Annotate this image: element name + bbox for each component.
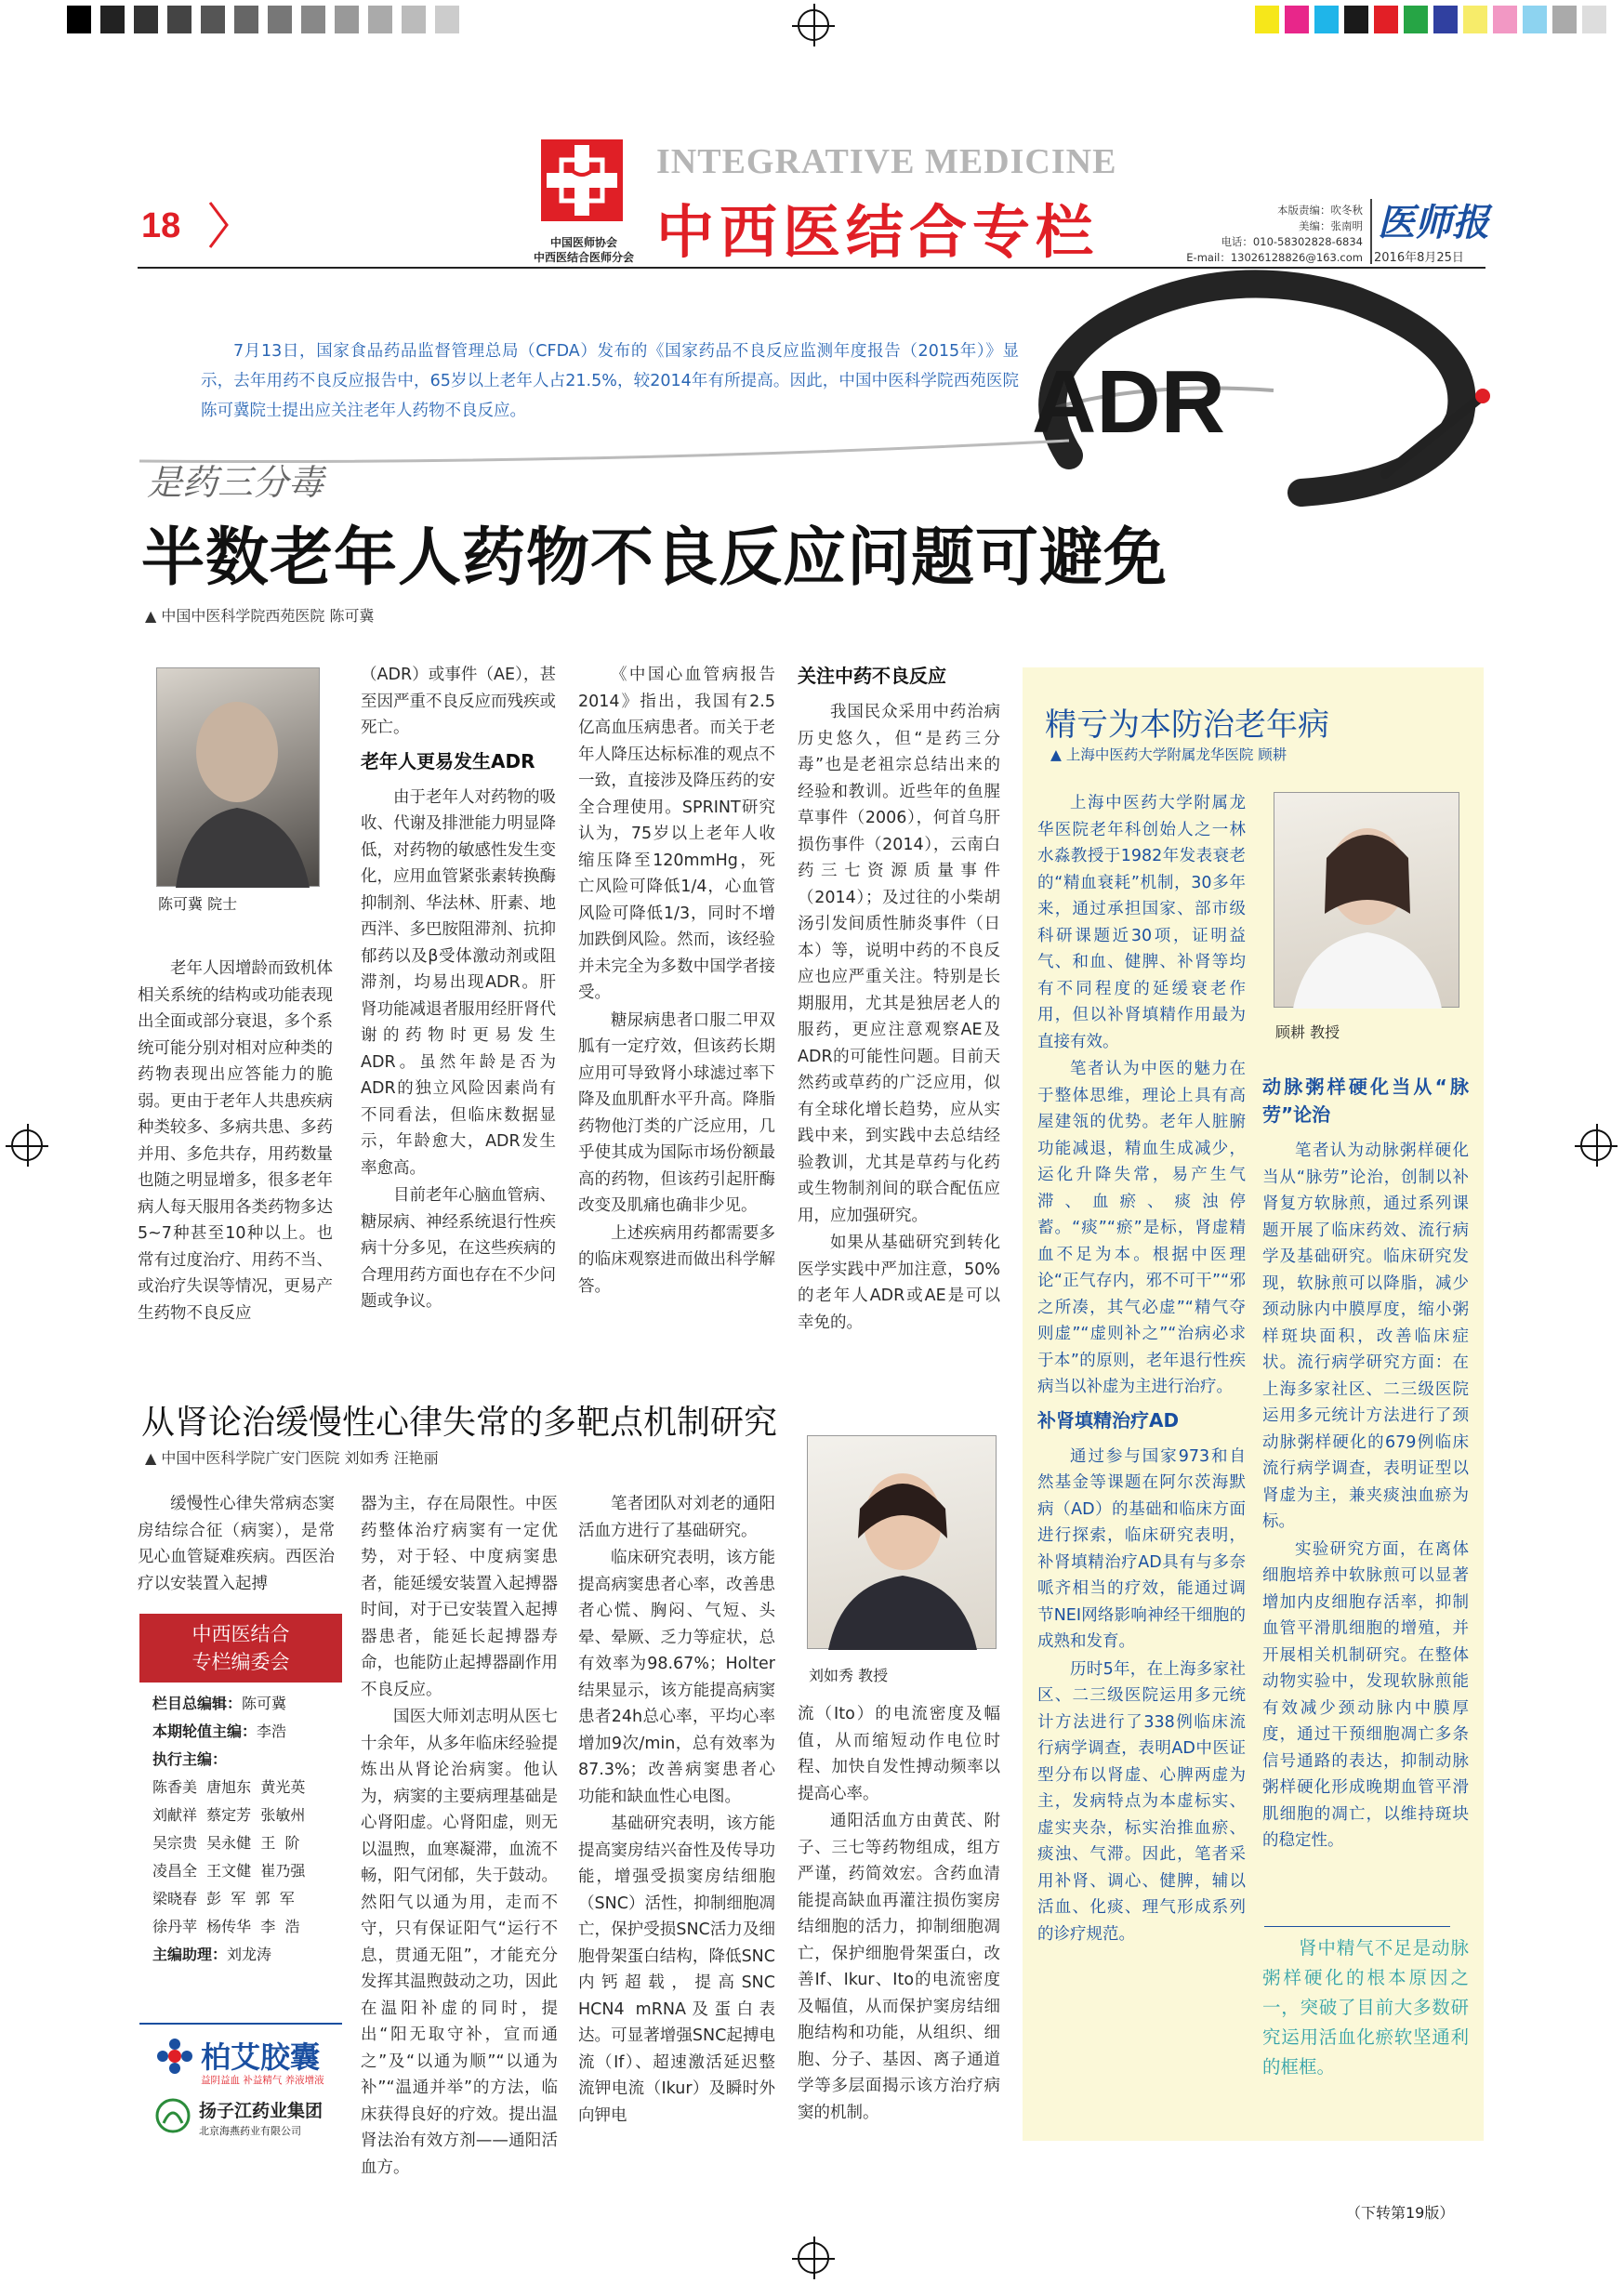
intro-text: 7月13日，国家食品药品监督管理总局（CFDA）发布的《国家药品不良反应监测年度报告（2015年）》显示，去年用药不良反应报告中，65岁以上老年人占21.5%，较2014年有所提高。因此，中国中医科学院西苑医院陈可冀院士提出应关注老年人药物不良反应。 xyxy=(201,342,1019,420)
second-col-4 xyxy=(798,1701,1000,2142)
committee-title-1: 中西医结合 xyxy=(191,1623,290,1645)
masthead-divider xyxy=(1370,199,1372,264)
second-col3-p3: 基础研究表明，该方能提高窦房结兴奋性及传导功能，增强受损窦房结细胞（SNC）活性，抑制细胞凋亡，保护受损SNC活力及细胞骨架蛋白结构，降低SNC内钙超载，提高SNC HCN4 mRNA及蛋白表达。可显著增强SNC起搏电流（If）、超速激活延迟整流钾电流（Ikur）及瞬时外向钾电 xyxy=(578,1815,775,2125)
sidebar-p2: 笔者认为中医的魅力在于整体思维，理论上具有高屋建瓴的优势。老年人脏腑功能减退，精血生成减少，运化升降失常，易产生气滞、血瘀、痰浊停蓄。“痰”“瘀”是标，肾虚精血不足为本。根据中医理论“正气存内，邪不可干”“邪之所凑，其气必虚”“精气夺则虚”“虚则补之”“治病必求于本”的原则，老年退行性疾病当以补虚为主进行治疗。 xyxy=(1037,1060,1246,1396)
second-byline: ▲ 中国中医科学院广安门医院 刘如秀 汪艳丽 xyxy=(145,1449,439,1467)
second-col3-p1: 笔者团队对刘老的通阳活血方进行了基础研究。 xyxy=(578,1495,775,1540)
main-col4-p1: 我国民众采用中药治病历史悠久，但“是药三分毒”也是老祖宗总结出来的经验和教训。近些年的鱼腥草事件（2006），何首乌肝损伤事件（2014），云南白药三七资源质量事件（2014）；及过往的小柴胡汤引发间质性肺炎事件（日本）等，说明中药的不良反应也应严重关注。特别是长期服用，尤其是独居老人的服药，更应注意观察AE及ADR的可能性问题。目前天然药或草药的广泛应用，似有全球化增长趋势，应从实践中来，到实践中去总结经验教训，尤其是草药与化药或生物制剂间的联合配伍应用，应加强研究。 xyxy=(798,703,1000,1225)
registration-mark-top xyxy=(798,9,829,41)
photo-caption-liu: 刘如秀 教授 xyxy=(809,1667,889,1684)
exec-editor-row: 吴宗贵 吴永健 王 阶 xyxy=(152,1834,300,1852)
main-col2-lead: （ADR）或事件（AE），甚至因严重不良反应而残疾或死亡。 xyxy=(361,666,556,737)
committee-bottom-rule xyxy=(139,2023,342,2025)
exec-editor-row: 梁晓春 彭 军 郭 军 xyxy=(152,1890,295,1907)
brand-name: 柏艾胶囊 xyxy=(201,2039,321,2075)
article-kicker: 是药三分毒 xyxy=(147,462,324,503)
exec-editor-row: 凌昌全 王文健 崔乃强 xyxy=(152,1862,306,1880)
company-ad xyxy=(149,2093,348,2145)
color-bar xyxy=(1255,0,1617,37)
committee-header xyxy=(139,1614,342,1683)
sidebar-p4: 历时5年，在上海多家社区、二三级医院运用多元统计方法进行了338例临床流行病学调查，表明AD中医证型分布以肾虚、心脾两虚为主，发病特点为本虚标实、虚实夹杂，标实治推血瘀、痰浊、气滞。因此，笔者采用补肾、调心、健脾，辅以活血、化痰、理气形成系列的诊疗规范。 xyxy=(1037,1659,1246,1944)
second-col3-p2: 临床研究表明，该方能提高病窦患者心率，改善患者心慌、胸闷、气短、头晕、晕厥、乏力等症状，总有效率为98.67%；Holter结果显示，该方能提高病窦患者24h总心率，平均心率增加9次/min，总有效率为87.3%；改善病窦患者心功能和缺血性心电图。 xyxy=(578,1549,775,1806)
exec-editor-row: 徐丹苹 杨传华 李 浩 xyxy=(152,1918,300,1935)
subhead-tcm-adr: 关注中药不良反应 xyxy=(798,665,946,687)
chief-editor: 栏目总编辑：陈可冀 xyxy=(152,1695,287,1712)
page-number-chevron xyxy=(206,199,231,251)
author-photo-liu xyxy=(807,1435,997,1649)
english-column-title: INTEGRATIVE MEDICINE xyxy=(656,142,1117,181)
subhead-elderly-adr: 老年人更易发生ADR xyxy=(361,749,535,772)
brand-tagline: 益阴益血 补益精气 养液增液 xyxy=(201,2075,324,2086)
exec-editor-row: 陈香美 唐旭东 黄光英 xyxy=(152,1778,306,1796)
second-col-3 xyxy=(578,1491,775,2142)
sidebar-title: 精亏为本防治老年病 xyxy=(1045,706,1329,744)
second-col1-text: 缓慢性心律失常病态窦房结综合征（病窦），是常见心血管疑难疾病。西医治疗以安装置入起搏 xyxy=(138,1495,335,1593)
rotating-editor: 本期轮值主编：李浩 xyxy=(152,1722,287,1740)
sidebar-col-2 xyxy=(1262,1073,1469,1930)
second-col-1-top xyxy=(138,1491,335,1601)
main-col2-p2: 目前老年心脑血管病、糖尿病、神经系统退行性疾病十分多见，在这些疾病的合理用药方面也存在不少问题或争议。 xyxy=(361,1186,556,1311)
sidebar-pullquote: 肾中精气不足是动脉粥样硬化的根本原因之一，突破了目前大多数研究运用活血化瘀软坚通利的框框。 xyxy=(1262,1937,1469,2078)
second-col2-p2: 国医大师刘志明从医七十余年，从多年临床经验提炼出从肾论治病窦。他认为，病窦的主要病理基础是心肾阳虚。心肾阳虚，则无以温煦，血寒凝滞，血流不畅，阳气闭郁，失于鼓动。然阳气以通为用，走而不守，只有保证阳气“运行不息，贯通无阻”，才能充分发挥其温煦鼓动之功，因此在温阳补虚的同时，提出“阳无取守补，宣而通之”及“以通为顺”“以通为补”“温通并举”的方法，临床获得良好的疗效。提出温肾法治有效方剂——通阳活血方。 xyxy=(361,1708,558,2177)
registration-mark-left xyxy=(11,1129,43,1161)
committee-body xyxy=(152,1690,342,1969)
committee-title-2: 专栏编委会 xyxy=(191,1651,290,1673)
author-photo-chen xyxy=(156,667,320,887)
main-col3-p3: 上述疾病用药都需要多的临床观察进而做出科学解答。 xyxy=(578,1223,775,1296)
page-number: 18 xyxy=(141,206,181,245)
assistant-editor: 主编助理：刘龙涛 xyxy=(152,1946,272,1963)
main-headline: 半数老年人药物不良反应问题可避免 xyxy=(141,521,1168,595)
sidebar-p3: 通过参与国家973和自然基金等课题在阿尔茨海默病（AD）的基础和临床方面进行探索，临床研究表明，补肾填精治疗AD具有与多奈哌齐相当的疗效，能通过调节NEI网络影响神经干细胞的成熟和发育。 xyxy=(1037,1446,1246,1651)
company-sub: 北京海燕药业有限公司 xyxy=(199,2125,301,2137)
main-col4-p2: 如果从基础研究到转化医学实践中严加注意，50%的老年人ADR或AE是可以幸免的。 xyxy=(798,1234,1000,1332)
company-logo-icon xyxy=(154,2097,191,2138)
brand-flower-icon xyxy=(156,2038,193,2075)
sidebar-p1: 上海中医药大学附属龙华医院老年科创始人之一林水淼教授于1982年发表衰老的“精血衰耗”机制，30多年来，通过承担国家、部市级科研课题近30项，证明益气、和血、健脾、补肾等均有不同程度的延缓衰老作用，但以补肾填精作用最为直接有效。 xyxy=(1037,794,1246,1051)
main-col-2 xyxy=(361,662,556,1396)
main-col-1 xyxy=(138,956,333,1351)
column-title: 中西医结合专栏 xyxy=(656,198,1100,266)
adr-emblem: ADR xyxy=(1032,352,1225,452)
main-col1-text: 老年人因增龄而致机体相关系统的结构或功能表现出全面或部分衰退，多个系统可能分别对相对应种类的药物表现出应答能力的脆弱。更由于老年人共患疾病种类较多、多病共患、多药并用、多危共存，用药数量也随之明显增多，很多老年病人每天服用各类药物多达5~7种甚至10种以上。也常有过度治疗、用药不当、或治疗失误等情况，更易产生药物不良反应 xyxy=(138,959,333,1323)
association-logo-icon xyxy=(539,138,625,227)
subhead-atherosclerosis: 动脉粥样硬化当从“脉劳”论治 xyxy=(1262,1076,1469,1126)
photo-caption-gu: 顾耕 教授 xyxy=(1275,1023,1340,1041)
photo-caption-chen: 陈可冀 院士 xyxy=(158,895,238,913)
continued-note: （下转第19版） xyxy=(1346,2204,1455,2222)
main-col-3 xyxy=(578,662,775,1396)
author-photo-gu xyxy=(1274,792,1459,1008)
header-rule xyxy=(138,267,1485,269)
registration-mark-right xyxy=(1580,1129,1612,1161)
pullquote-rule xyxy=(1264,1926,1450,1927)
exec-editor-row: 刘献祥 蔡定芳 张敏州 xyxy=(152,1806,306,1824)
exec-editors-label: 执行主编： xyxy=(152,1750,228,1768)
sidebar-p5: 笔者认为动脉粥样硬化当从“脉劳”论治，创制以补肾复方软脉煎，通过系列课题开展了临床药效、流行病学及基础研究。临床研究发现，软脉煎可以降脂，减少颈动脉内中膜厚度，缩小粥样斑块面积，改善临床症状。流行病学研究方面：在上海多家社区、二三级医院运用多元统计方法进行了颈动脉粥样硬化的679例临床流行病学调查，表明证型以肾虚为主，兼夹痰浊血瘀为标。 xyxy=(1262,1142,1469,1531)
second-col-2 xyxy=(361,1491,558,2177)
second-col4-p1: 流（Ito）的电流密度及幅值，从而缩短动作电位时程、加快自发性搏动频率以提高心率。 xyxy=(798,1705,1000,1803)
second-col4-p2: 通阳活血方由黄芪、附子、三七等药物组成，组方严谨，药简效宏。含药血清能提高缺血再灌注损伤窦房结细胞的活力，抑制细胞凋亡，保护细胞骨架蛋白，改善If、Ikur、Ito的电流密度及幅值，从而保护窦房结细胞结构和功能，从组织、细胞、分子、基因、离子通道学等多层面揭示该方治疗病窦的机制。 xyxy=(798,1812,1000,2122)
second-headline: 从肾论治缓慢性心律失常的多靶点机制研究 xyxy=(141,1404,778,1442)
second-col2-p1: 器为主，存在局限性。中医药整体治疗病窦有一定优势，对于轻、中度病窦患者，能延缓安装置入起搏器时间，对于已安装置入起搏器患者，能延长起搏器寿命，也能防止起搏器副作用不良反应。 xyxy=(361,1495,558,1699)
committee-box xyxy=(139,1614,342,2010)
main-col-4 xyxy=(798,662,1000,1396)
brand-ad xyxy=(149,2032,344,2090)
main-col2-p1: 由于老年人对药物的吸收、代谢及排泄能力明显降低，对药物的敏感性发生变化，应用血管紧张素转换酶抑制剂、华法林、肝素、地西泮、多巴胺阻滞剂、抗抑郁药以及β受体激动剂或阻滞剂，均易出现ADR。肝肾功能减退者服用经肝肾代谢的药物时更易发生ADR。虽然年龄是否为ADR的独立风险因素尚有不同看法，但临床数据显示，年龄愈大，ADR发生率愈高。 xyxy=(361,787,556,1178)
staff-info: 本版责编：吹冬秋 美编：张南明 电话：010-58302828-6834 E-mail：13026128826@163.com xyxy=(1186,204,1363,264)
sidebar-col-1 xyxy=(1037,790,1246,2140)
logo-org-line2: 中西医结合医师分会 xyxy=(533,251,634,264)
logo-org-line1: 中国医师协会 xyxy=(549,236,617,249)
main-byline: ▲ 中国中医科学院西苑医院 陈可冀 xyxy=(145,607,375,625)
crop-bar-black xyxy=(67,6,476,33)
company-name: 扬子江药业集团 xyxy=(199,2101,323,2121)
main-col3-p1: 《中国心血管病报告2014》指出，我国有2.5亿高血压病患者。而关于老年人降压达标标准的观点不一致，直接涉及降压药的安全合理使用。SPRINT研究认为，75岁以上老年人收缩压降至120mmHg，死亡风险可降低1/4，心血管风险可降低1/3，同时不增加跌倒风险。然而，该经验并未完全为多数中国学者接受。 xyxy=(578,666,775,1002)
main-col3-p2: 糖尿病患者口服二甲双胍有一定疗效，但该药长期应用可导致肾小球滤过率下降及血肌酐水平升高。降脂药物他汀类的广泛应用，几乎使其成为国际市场份额最高的药物，但该药引起肝酶改变及肌痛也确非少见。 xyxy=(578,1010,775,1215)
subhead-ad: 补肾填精治疗AD xyxy=(1037,1408,1180,1432)
masthead-logo: 医师报 xyxy=(1378,201,1489,244)
sidebar-byline: ▲ 上海中医药大学附属龙华医院 顾耕 xyxy=(1050,746,1287,763)
registration-mark-bottom xyxy=(798,2242,829,2274)
sidebar-p6: 实验研究方面，在离体细胞培养中软脉煎可以显著增加内皮细胞存活率，抑制血管平滑肌细胞的增殖，并开展相关机制研究。在整体动物实验中，发现软脉煎能有效减少颈动脉内中膜厚度，通过干预细胞凋亡多条信号通路的表达，抑制动脉粥样硬化形成晚期血管平滑肌细胞的凋亡，以维持斑块的稳定性。 xyxy=(1262,1539,1469,1850)
issue-date: 2016年8月25日 xyxy=(1374,251,1464,265)
